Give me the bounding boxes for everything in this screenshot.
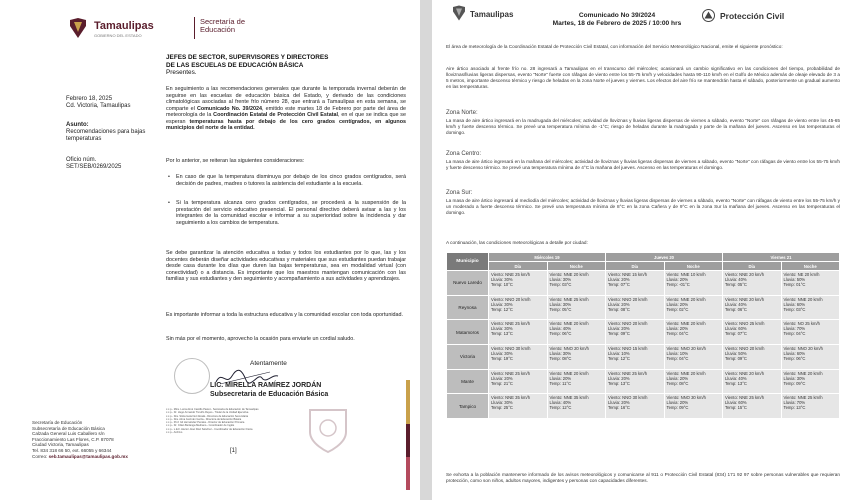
- forecast-line: Lluvia: 30%: [491, 277, 513, 282]
- forecast-line: Lluvia: 40%: [549, 400, 572, 406]
- forecast-line: Lluvia: 10%: [666, 351, 689, 357]
- zone-centro-text: La masa de aire ártico ingresará en la mañana del miércoles; actividad de lloviznas y lluvias ligeras dispersas de viernes a sábado, evento "Norte" con ráfagas de viento entre los 55-75 km/h y fuerte descenso térmico. Se prevé una temperatura mínima de 4°C la mañana del jueves. Ascenso en las temperaturas el domingo.: [446, 159, 840, 170]
- forecast-line: Temp: 21°C: [491, 380, 513, 386]
- forecast-cell: [606, 271, 665, 296]
- forecast-line: Viento: NNE 15 km/h: [608, 272, 648, 277]
- forecast-line: Lluvia: 30%: [783, 375, 806, 381]
- forecast-cell: [781, 345, 840, 370]
- forecast-cell: [489, 369, 548, 394]
- forecast-line: Viento: NO 25 km/h: [783, 321, 820, 327]
- forecast-line: Viento: NNO 20 km/h: [666, 346, 706, 352]
- forecast-line: Viento: NNE 20 km/h: [725, 370, 765, 376]
- communique-date: Martes, 18 de Febrero de 2025 / 10:00 hrs: [552, 20, 682, 27]
- forecast-line: Lluvia: 30%: [491, 301, 513, 307]
- table-day-header-row: [447, 253, 840, 262]
- forecast-line: Lluvia: 20%: [666, 326, 689, 332]
- forecast-line: Temp: 12°C: [608, 356, 630, 362]
- table-sub-header-row: [447, 262, 840, 271]
- dia-header: Día: [606, 262, 665, 271]
- forecast-cell: [664, 271, 723, 296]
- forecast-cell: [606, 394, 665, 419]
- forecast-line: Temp: 07°C: [725, 331, 747, 337]
- forecast-line: Viento: NNE 20 km/h: [549, 370, 589, 376]
- forecast-line: Temp: 11°C: [549, 380, 572, 386]
- forecast-line: Lluvia: 60%: [725, 326, 747, 332]
- communique-number: Comunicado No 39/2024: [578, 12, 656, 19]
- forecast-line: Viento: NNE 25 km/h: [491, 370, 531, 376]
- forecast-line: Viento: NNO 20 km/h: [608, 321, 648, 327]
- forecast-line: Temp: 12°C: [549, 405, 572, 411]
- bullet-1: • En caso de que la temperatura disminuya por debajo de los cinco grados centígrados, será decisión de padres, madres o tutores la asistencia del estudiante a la escuela.: [168, 174, 406, 187]
- forecast-cell: [489, 271, 548, 296]
- forecast-cell: [606, 295, 665, 320]
- forecast-line: Viento: NNE 25 km/h: [725, 395, 765, 401]
- forecast-line: Lluvia: 30%: [491, 351, 513, 357]
- forecast-line: Lluvia: 40%: [725, 301, 747, 307]
- forecast-line: Viento: NNO 20 km/h: [725, 346, 765, 352]
- forecast-line: Lluvia: 10%: [608, 351, 630, 357]
- forecast-line: Lluvia: 20%: [666, 400, 689, 406]
- forecast-line: Temp: 19°C: [491, 356, 513, 362]
- tamaulipas-logo-icon: [450, 4, 468, 22]
- forecast-line: Temp: 08°C: [608, 306, 630, 312]
- ccp-line: c.c.p.- Dr. Cilian Berlanga Medrano.- Coordinador de Inglés: [166, 424, 235, 428]
- city-cell: Matamoros: [447, 320, 489, 345]
- noche-header: Noche: [781, 262, 840, 271]
- forecast-line: Temp: 09°C: [725, 356, 747, 362]
- logo-name: Tamaulipas: [94, 20, 154, 32]
- official-seal-icon: [174, 358, 210, 394]
- municipio-header: Municipio: [447, 253, 489, 271]
- forecast-line: Viento: NE 20 km/h: [783, 272, 820, 277]
- forecast-line: Viento: NNE 25 km/h: [549, 296, 589, 302]
- atentamente: Atentamente: [250, 360, 287, 367]
- forecast-line: Viento: NNE 25 km/h: [491, 321, 531, 327]
- forecast-cell: [489, 320, 548, 345]
- forecast-line: Temp: 08°C: [549, 356, 572, 362]
- forecast-line: Viento: NNE 20 km/h: [549, 272, 589, 277]
- noche-header: Noche: [664, 262, 723, 271]
- asunto-text: Recomendaciones para bajas temperaturas: [66, 129, 146, 142]
- forecast-cell: [723, 271, 782, 296]
- forecast-line: Lluvia: 30%: [491, 400, 513, 406]
- city-cell: Reynosa: [447, 295, 489, 320]
- state-crest-watermark-icon: [306, 404, 350, 454]
- proteccion-civil-logo: [702, 8, 842, 24]
- noche-header: Noche: [547, 262, 606, 271]
- forecast-line: Viento: NNO 20 km/h: [491, 296, 531, 302]
- forecast-line: Lluvia: 20%: [608, 400, 630, 406]
- forecast-line: Temp: 01°C: [783, 282, 806, 287]
- sep-title: Secretaría de Educación: [200, 17, 246, 34]
- forecast-line: Viento: NNE 20 km/h: [666, 296, 706, 302]
- tamaulipas-letterhead: [450, 4, 530, 24]
- ccp-line: c.c.p.- Prof. Gil Hernández Perales.- Director de Educación Primaria: [166, 421, 245, 425]
- zone-norte-text: La masa de aire ártico ingresará en la madrugada del miércoles; actividad de lloviznas y lluvias ligeras dispersas de viernes a sábado, evento "Norte" con ráfagas de viento entre los 45-65 km/h y fuerte descenso térmico. Se prevé una temperatura mínima de -1°C; riesgo de heladas durante la madrugada y parte de la mañana del jueves. Ascenso en las temperaturas el domingo.: [446, 118, 840, 135]
- city-cell: Nuevo Laredo: [447, 271, 489, 296]
- forecast-cell: [781, 369, 840, 394]
- forecast-line: Temp: 03°C: [783, 306, 806, 312]
- footer-address: [32, 420, 172, 459]
- forecast-cell: [723, 345, 782, 370]
- forecast-line: Temp: 06°C: [725, 306, 747, 312]
- forecast-line: Lluvia: 30%: [549, 277, 572, 282]
- paragraph-2: Por lo anterior, se reiteran las siguientes consideraciones:: [166, 158, 305, 164]
- forecast-line: Temp: 02°C: [666, 306, 689, 312]
- forecast-line: Lluvia: 20%: [666, 277, 689, 282]
- forecast-line: Temp: 13°C: [608, 380, 630, 386]
- forecast-line: Viento: NNE 20 km/h: [549, 321, 589, 327]
- table-intro: A continuación, las condiciones meteorológicas a detalle por ciudad:: [446, 240, 588, 245]
- letter-place: Cd. Victoria, Tamaulipas: [66, 103, 131, 109]
- forecast-cell: [606, 345, 665, 370]
- addressee-line: DE LAS ESCUELAS DE EDUCACIÓN BÁSICA: [166, 61, 304, 69]
- forecast-line: Lluvia: 70%: [783, 326, 806, 332]
- forecast-line: Lluvia: 30%: [549, 301, 572, 307]
- forecast-line: Lluvia: 30%: [491, 326, 513, 332]
- forecast-line: Lluvia: 70%: [783, 400, 806, 406]
- forecast-cell: [723, 394, 782, 419]
- forecast-cell: [664, 320, 723, 345]
- forecast-line: Viento: NNO 30 km/h: [608, 395, 648, 401]
- ccp-line: c.c.p.- Dra. Silvia Isela Neri Alcalá.- Directora de Educación Secundaria: [166, 414, 249, 418]
- forecast-line: Lluvia: 60%: [783, 301, 806, 307]
- forecast-cell: [781, 320, 840, 345]
- footer-line: Calzada General Luis Caballero s/n: [32, 431, 105, 437]
- forecast-line: Temp: 06°C: [549, 331, 572, 337]
- weather-table: [446, 252, 840, 419]
- right-document-page: [432, 0, 850, 500]
- forecast-cell: [781, 271, 840, 296]
- forecast-cell: [664, 369, 723, 394]
- footer-line: Fraccionamiento Las Flores, C.P. 87078: [32, 436, 114, 442]
- forecast-line: Lluvia: 60%: [725, 400, 747, 406]
- paragraph-1: En seguimiento a las recomendaciones generales que durante la temporada invernal deberán de seguirse en las escuelas de educación básica del Estado, y derivado de las condiciones climatológicas asociadas al frente frío número 28, que entrará a Tamaulipas en esta semana, se comparte el Comunicado No. 39/2024, emitido este martes 18 de Febrero por parte del área de meteorología de la Coordinación Estatal de Protección Civil Estatal, en el que se indica que se esperan temperaturas hasta por debajo de los cero grados centígrados, en algunos municipios del norte de la entidad.: [166, 86, 407, 131]
- communique-header: [542, 12, 692, 28]
- forecast-line: Lluvia: 20%: [666, 375, 689, 381]
- ccp-line: c.c.p.- Mtra. Lucía Aimé Castillo Pastor.- Secretaria de Educación de Tamaulipas: [166, 408, 259, 411]
- signer-name: LIC. MIRELLA RAMÍREZ JORDÁN: [210, 382, 322, 389]
- forecast-cell: [547, 320, 606, 345]
- forecast-line: Viento: NNO 15 km/h: [608, 346, 648, 352]
- forecast-line: Lluvia: 30%: [549, 351, 572, 357]
- forecast-line: Viento: NNO 20 km/h: [783, 346, 823, 352]
- forecast-line: Temp: 12°C: [491, 306, 513, 312]
- forecast-line: Temp: 09°C: [608, 331, 630, 337]
- forecast-line: Temp: 16°C: [608, 405, 630, 411]
- forecast-cell: [547, 345, 606, 370]
- logo-subtitle: GOBIERNO DEL ESTADO: [94, 33, 142, 38]
- forecast-line: Temp: 06°C: [783, 356, 806, 362]
- forecast-line: Viento: NNE 25 km/h: [491, 272, 531, 277]
- forecast-line: Viento: NNE 25 km/h: [783, 395, 823, 401]
- oficio-number: SET/SEB/0269/2025: [66, 164, 122, 170]
- letterhead: [66, 14, 396, 44]
- forecast-line: Viento: NNE 25 km/h: [608, 370, 648, 376]
- forecast-line: Viento: NNE 35 km/h: [549, 395, 589, 401]
- forecast-line: Lluvia: 20%: [608, 301, 630, 307]
- forecast-cell: [547, 394, 606, 419]
- forecast-cell: [723, 295, 782, 320]
- communique-footer: Se exhorta a la población mantenerse informado de los avisos meteorológicos y comunicarse al 911 o Protección Civil Estatal (834) 171 92 97 sobre personas vulnerables que requieran protección, como son niños, adultos mayores, indigentes y personas con capacidades diferentes.: [446, 472, 840, 483]
- forecast-line: Lluvia: 40%: [549, 326, 572, 332]
- forecast-line: Viento: NNE 10 km/h: [666, 272, 706, 277]
- forecast-cell: [489, 295, 548, 320]
- paragraph-4: Es importante informar a toda la estructura educativa y la comunidad escolar con toda oportunidad.: [166, 312, 404, 318]
- forecast-line: Lluvia: 40%: [725, 277, 747, 282]
- decorative-stripe: [406, 380, 410, 490]
- zone-centro-heading: Zona Centro:: [446, 151, 482, 157]
- forecast-line: Viento: NNE 20 km/h: [725, 272, 765, 277]
- forecast-line: Lluvia: 60%: [783, 351, 806, 357]
- logo-divider: [194, 17, 195, 39]
- forecast-line: Viento: NNE 35 km/h: [491, 395, 531, 401]
- footer-line: Secretaría de Educación: [32, 420, 83, 425]
- forecast-line: Lluvia: 20%: [491, 375, 513, 381]
- forecast-line: Temp: 04°C: [783, 331, 806, 337]
- forecast-line: Lluvia: 20%: [549, 375, 572, 381]
- forecast-line: Temp: 13°C: [491, 331, 513, 337]
- forecast-line: Temp: 05°C: [549, 306, 572, 312]
- dia-header: Día: [723, 262, 782, 271]
- forecast-cell: [547, 295, 606, 320]
- forecast-line: Temp: 07°C: [608, 282, 630, 287]
- day-header: Miércoles 19: [489, 253, 606, 262]
- forecast-line: Temp: 04°C: [666, 331, 689, 337]
- forecast-cell: [781, 295, 840, 320]
- forecast-line: Viento: NNO 20 km/h: [608, 296, 648, 302]
- ccp-line: c.c.p.- L.E.F. Héctor José Díaz Sánchez.- Coordinador de Educación Física: [166, 427, 253, 431]
- forecast-line: Temp: 10°C: [491, 282, 513, 287]
- forecast-line: Lluvia: 50%: [725, 351, 747, 357]
- forecast-line: Lluvia: 50%: [783, 277, 806, 282]
- forecast-line: Lluvia: 20%: [608, 375, 630, 381]
- zone-sur-text: La masa de aire ártico ingresará al mediodía del miércoles; actividad de lloviznas y lluvias ligeras dispersas de viernes a sábado, evento "Norte" con ráfagas de viento entre los 55-75 km/h y un moderado a fuerte descenso térmico. Se prevé una temperatura mínima de 8°C en la zona Cañera y de 9°C en la zona Sur la mañana del jueves. Ascenso en las temperaturas el domingo.: [446, 198, 840, 215]
- presentes: Presentes.: [166, 69, 197, 77]
- forecast-line: Temp: 15°C: [725, 405, 747, 411]
- forecast-line: Temp: 13°C: [725, 380, 747, 386]
- table-row: [447, 345, 840, 370]
- forecast-cell: [781, 394, 840, 419]
- proteccion-civil-name: Protección Civil: [720, 11, 785, 21]
- forecast-cell: [489, 394, 548, 419]
- oficio-label: Oficio núm.: [66, 157, 97, 163]
- asunto-block: [66, 122, 156, 143]
- ccp-list: [166, 408, 306, 434]
- forecast-line: Viento: NNE 20 km/h: [666, 370, 706, 376]
- paragraph-5: Sin más por el momento, aprovecho la ocasión para enviarle un cordial saludo.: [166, 336, 355, 342]
- oficio-block: [66, 157, 156, 171]
- tamaulipas-logo-icon: [66, 16, 90, 40]
- forecast-line: Lluvia: 20%: [608, 277, 630, 282]
- ccp-line: c.c.p.- Dr. Hugo Armando Treviño Reyes.- Titular de la Unidad Ejecutiva: [166, 411, 249, 415]
- date-block: [66, 96, 156, 110]
- day-header: Jueves 20: [606, 253, 723, 262]
- forecast-cell: [664, 345, 723, 370]
- forecast-line: Viento: NNO 20 km/h: [549, 346, 589, 352]
- forecast-cell: [606, 369, 665, 394]
- forecast-line: Viento: NNE 20 km/h: [725, 296, 765, 302]
- forecast-line: Viento: NNE 20 km/h: [783, 296, 823, 302]
- footer-email-link[interactable]: seb.tamaulipas@tamaulipas.gob.mx: [48, 453, 128, 459]
- forecast-line: Temp: 09°C: [783, 380, 806, 386]
- forecast-line: Lluvia: 20%: [666, 301, 689, 307]
- forecast-cell: [547, 271, 606, 296]
- asunto-label: Asunto:: [66, 122, 89, 128]
- bullet-2: • Si la temperatura alcanza cero grados centígrados, se procederá a la suspensión de la prestación del servicio educativo presencial. El personal directivo deberá avisar a las y los integrantes de la comunidad escolar e informar a su superioridad sobre la incidencia y dar seguimiento a los cambios de temperatura.: [168, 200, 406, 226]
- ccp-line: c.c.p.- Dra. Alma Guzmán Garza.- Directora de Educación Básica: [166, 417, 242, 421]
- left-document-page: [0, 0, 420, 500]
- letter-date: Febrero 18, 2025: [66, 96, 113, 102]
- signature-block: [166, 358, 406, 408]
- footer-line: Ciudad Victoria, Tamaulipas: [32, 442, 89, 448]
- forecast-line: Viento: NNO 30 km/h: [491, 346, 531, 352]
- forecast-line: Viento: NNO 25 km/h: [725, 321, 765, 327]
- intro-paragraph: El área de meteorología de la Coordinación Estatal de Protección Civil Estatal, con información del Servicio Meteorológico Nacional, emite el siguiente pronóstico:: [446, 44, 783, 49]
- forecast-cell: [723, 369, 782, 394]
- table-row: [447, 369, 840, 394]
- table-row: [447, 320, 840, 345]
- forecast-line: Temp: 08°C: [666, 380, 689, 386]
- forecast-line: Lluvia: 20%: [608, 326, 630, 332]
- forecast-line: Temp: 09°C: [666, 405, 689, 411]
- page-number: [1]: [230, 448, 237, 454]
- city-cell: Mante: [447, 369, 489, 394]
- table-row: [447, 295, 840, 320]
- table-row: [447, 271, 840, 296]
- forecast-cell: [547, 369, 606, 394]
- forecast-line: Temp: 25°C: [491, 405, 513, 411]
- forecast-cell: [489, 345, 548, 370]
- paragraph-3: Se debe garantizar la atención educativa a todas y todos los estudiantes por lo que, las y los docentes deberán diseñar actividades educativas y materiales que sus estudiantes puedan trabajar desde casa durante los días que duren las bajas temperaturas, sea en modalidad virtual (con conectividad) o a distancia. Es importante que los maestros mantengan comunicación con las familias y sus estudiantes y den seguimiento y acompañamiento a sus actividades y aprendizajes.: [166, 250, 406, 282]
- forecast-line: Viento: NNO 30 km/h: [666, 395, 706, 401]
- general-forecast: Aire ártico asociado al frente frío no. 28 ingresará a Tamaulipas en el transcurso del miércoles; ocasionará un cambio significativo en las condiciones del tiempo, probabilidad de lloviznas/lluvias ligeras dispersas, evento "Norte" fuerte con ráfagas de viento entre los 55-75 km/h y velocidades hasta 90-110 km/h en el Golfo de México además de oleaje elevado de 3 a 5 metros, importante descenso térmico y riesgo de heladas en la zona Norte el jueves y viernes. Los efectos del aire frío se mantendrán hasta el sábado, posteriormente un gradual aumento en las temperaturas.: [446, 66, 840, 89]
- zone-sur-heading: Zona Sur:: [446, 190, 473, 196]
- footer-line: Tel. 834 318 66 50, ext. 66055 y 66344: [32, 447, 112, 453]
- forecast-line: Temp: 05°C: [725, 282, 747, 287]
- forecast-cell: [606, 320, 665, 345]
- signer-role: Subsecretaria de Educación Básica: [210, 391, 329, 398]
- footer-email-label: Correo:: [32, 453, 49, 459]
- city-cell: Tampico: [447, 394, 489, 419]
- forecast-line: Viento: NNE 20 km/h: [783, 370, 823, 376]
- forecast-cell: [723, 320, 782, 345]
- forecast-line: Viento: NNE 20 km/h: [666, 321, 706, 327]
- ccp-line: c.c.p.- Archivo: [166, 431, 183, 435]
- footer-line: Subsecretaría de Educación Básica: [32, 425, 105, 431]
- city-cell: Victoria: [447, 345, 489, 370]
- addressee-line: JEFES DE SECTOR, SUPERVISORES Y DIRECTORES: [166, 54, 329, 61]
- forecast-line: Temp: 13°C: [783, 405, 806, 411]
- table-row: [447, 394, 840, 419]
- logo-name: Tamaulipas: [470, 10, 514, 19]
- addressee-block: [166, 54, 406, 77]
- forecast-cell: [664, 295, 723, 320]
- forecast-line: Temp: 04°C: [666, 356, 689, 362]
- forecast-line: Temp: -01°C: [666, 282, 690, 287]
- day-header: Viernes 21: [723, 253, 840, 262]
- forecast-cell: [664, 394, 723, 419]
- forecast-line: Temp: 03°C: [549, 282, 572, 287]
- dia-header: Día: [489, 262, 548, 271]
- zone-norte-heading: Zona Norte:: [446, 110, 478, 116]
- civil-protection-triangle-icon: [702, 9, 715, 22]
- forecast-line: Lluvia: 40%: [725, 375, 747, 381]
